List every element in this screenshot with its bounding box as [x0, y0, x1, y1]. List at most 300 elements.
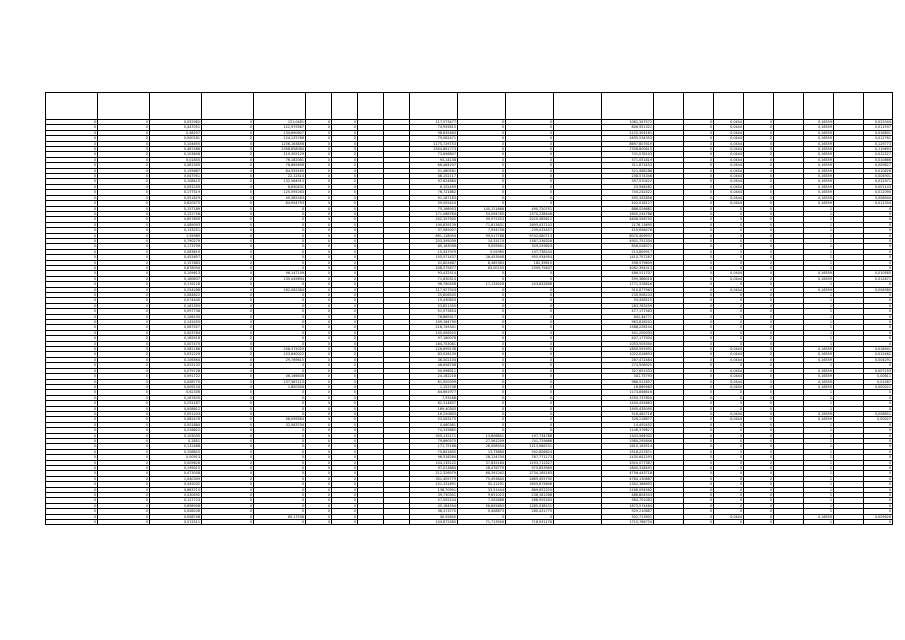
table-cell[interactable]: 0	[306, 157, 332, 162]
table-cell[interactable]: 0	[744, 282, 774, 287]
table-cell[interactable]: 0	[332, 428, 358, 433]
table-cell[interactable]: 0	[684, 514, 714, 519]
table-cell[interactable]: 0	[46, 384, 98, 389]
table-cell[interactable]: 0	[506, 130, 554, 135]
table-cell[interactable]: 0	[98, 341, 150, 346]
table-cell[interactable]: 16,669563	[602, 384, 654, 389]
table-cell[interactable]: 0	[332, 374, 358, 379]
table-cell[interactable]: 0	[714, 503, 744, 508]
table-cell[interactable]: 0	[684, 152, 714, 157]
table-cell[interactable]: 0	[202, 157, 254, 162]
table-cell[interactable]: 1588,226104	[602, 325, 654, 330]
table-cell[interactable]: 0	[744, 168, 774, 173]
table-cell[interactable]: 0	[98, 228, 150, 233]
table-cell[interactable]: 0	[864, 222, 893, 227]
table-cell[interactable]: 0,878094	[150, 265, 202, 270]
table-cell[interactable]: 0	[458, 395, 506, 400]
table-cell[interactable]: 0	[684, 325, 714, 330]
table-cell[interactable]: 0	[202, 417, 254, 422]
table-cell[interactable]: 842,44771	[602, 314, 654, 319]
table-cell[interactable]: 986,511657	[602, 379, 654, 384]
table-cell[interactable]: 0,079728	[150, 368, 202, 373]
table-cell[interactable]: 0	[864, 363, 893, 368]
table-cell[interactable]: 190,839139	[410, 222, 458, 227]
table-cell[interactable]: 2398,858084	[254, 147, 306, 152]
table-cell[interactable]: 0	[684, 233, 714, 238]
table-cell[interactable]: 0	[332, 195, 358, 200]
column-header[interactable]	[202, 93, 254, 120]
table-cell[interactable]: 0	[98, 514, 150, 519]
table-cell[interactable]: 0	[98, 265, 150, 270]
table-cell[interactable]: 0	[332, 211, 358, 216]
table-cell[interactable]: 1	[804, 487, 834, 492]
table-cell[interactable]: 0,00913	[150, 455, 202, 460]
table-cell[interactable]: 0	[684, 147, 714, 152]
table-cell[interactable]: 0	[744, 325, 774, 330]
table-cell[interactable]: 0	[744, 498, 774, 503]
table-cell[interactable]: 0	[202, 276, 254, 281]
table-cell[interactable]: 0,008206	[150, 509, 202, 514]
table-cell[interactable]: 6,102459	[410, 184, 458, 189]
table-cell[interactable]: 0	[306, 201, 332, 206]
table-cell[interactable]: 0	[306, 147, 332, 152]
table-cell[interactable]: 0,0444	[714, 174, 744, 179]
table-cell[interactable]: 0,010866	[864, 157, 893, 162]
table-cell[interactable]: 0	[714, 320, 744, 325]
table-cell[interactable]: 0	[714, 471, 744, 476]
column-header[interactable]	[834, 93, 864, 120]
table-cell[interactable]: 0	[202, 357, 254, 362]
table-cell[interactable]: 0	[46, 287, 98, 292]
table-cell[interactable]: 0	[332, 255, 358, 260]
table-cell[interactable]: 0,16559	[804, 174, 834, 179]
table-cell[interactable]: 0	[744, 260, 774, 265]
table-cell[interactable]: 121,0481	[254, 120, 306, 125]
table-cell[interactable]: 0	[684, 487, 714, 492]
table-cell[interactable]: 0	[744, 336, 774, 341]
table-cell[interactable]: 52,21291	[458, 482, 506, 487]
table-cell[interactable]: 0	[744, 141, 774, 146]
table-cell[interactable]: 0	[332, 368, 358, 373]
table-cell[interactable]: 0	[744, 422, 774, 427]
table-cell[interactable]: 0,008612	[150, 406, 202, 411]
table-cell[interactable]: 0	[864, 460, 893, 465]
table-cell[interactable]: 0	[306, 330, 332, 335]
table-cell[interactable]: 0	[506, 120, 554, 125]
table-cell[interactable]: 0	[202, 244, 254, 249]
table-cell[interactable]: 0	[98, 195, 150, 200]
table-cell[interactable]: 0	[254, 395, 306, 400]
table-cell[interactable]: 0	[254, 341, 306, 346]
table-cell[interactable]: 1	[804, 422, 834, 427]
table-cell[interactable]: 0,108825	[150, 449, 202, 454]
table-cell[interactable]: 0	[202, 438, 254, 443]
table-cell[interactable]: 97,160078	[410, 336, 458, 341]
table-cell[interactable]: 0	[714, 255, 744, 260]
table-cell[interactable]: 0,173799	[150, 244, 202, 249]
table-cell[interactable]: 0,012090	[864, 190, 893, 195]
table-cell[interactable]: 0	[306, 374, 332, 379]
table-cell[interactable]: 0	[254, 330, 306, 335]
table-cell[interactable]: 17,133026	[458, 282, 506, 287]
table-cell[interactable]: 0	[458, 179, 506, 184]
table-cell[interactable]: 0	[506, 390, 554, 395]
table-cell[interactable]: 0	[714, 476, 744, 481]
column-header[interactable]	[358, 93, 384, 120]
table-cell[interactable]: 0	[506, 395, 554, 400]
table-cell[interactable]: 0	[98, 190, 150, 195]
table-cell[interactable]: 0	[458, 417, 506, 422]
table-cell[interactable]: 0	[306, 195, 332, 200]
table-cell[interactable]: 0	[864, 509, 893, 514]
table-cell[interactable]: 0	[46, 347, 98, 352]
table-cell[interactable]: 2342,386655	[602, 482, 654, 487]
table-cell[interactable]: 1	[804, 395, 834, 400]
table-cell[interactable]: 0	[98, 282, 150, 287]
table-cell[interactable]: 96,780458	[410, 282, 458, 287]
table-cell[interactable]: 0	[98, 211, 150, 216]
table-cell[interactable]: 0	[98, 460, 150, 465]
table-cell[interactable]: 0	[506, 141, 554, 146]
table-cell[interactable]: 0	[684, 336, 714, 341]
table-cell[interactable]: 0	[744, 217, 774, 222]
table-cell[interactable]: 1053,505540	[602, 341, 654, 346]
table-cell[interactable]: 0,16559	[804, 130, 834, 135]
table-cell[interactable]: 0	[202, 141, 254, 146]
table-cell[interactable]: 0	[306, 493, 332, 498]
table-cell[interactable]: 0	[306, 411, 332, 416]
table-cell[interactable]: 0	[332, 401, 358, 406]
table-cell[interactable]: 0	[306, 498, 332, 503]
table-cell[interactable]: 0	[744, 287, 774, 292]
table-cell[interactable]: 0	[332, 179, 358, 184]
table-cell[interactable]: 0	[458, 390, 506, 395]
table-cell[interactable]: 0	[306, 487, 332, 492]
table-cell[interactable]: 0	[46, 314, 98, 319]
table-cell[interactable]: 0	[254, 309, 306, 314]
table-cell[interactable]: 0	[306, 466, 332, 471]
table-cell[interactable]: 0,097738	[150, 309, 202, 314]
table-cell[interactable]: 0	[684, 320, 714, 325]
table-cell[interactable]: 153,640022	[254, 352, 306, 357]
table-cell[interactable]: 0	[864, 325, 893, 330]
table-cell[interactable]: 0	[46, 422, 98, 427]
table-cell[interactable]: 0,009134	[150, 384, 202, 389]
table-cell[interactable]: 0	[684, 163, 714, 168]
table-cell[interactable]: 40,92800	[410, 514, 458, 519]
table-cell[interactable]: 0	[506, 406, 554, 411]
table-cell[interactable]: 0	[306, 233, 332, 238]
table-cell[interactable]: 0	[684, 493, 714, 498]
table-cell[interactable]: 0	[98, 406, 150, 411]
table-cell[interactable]: 0	[306, 228, 332, 233]
table-cell[interactable]: 0,084622	[150, 293, 202, 298]
table-cell[interactable]: 0	[332, 282, 358, 287]
table-cell[interactable]: 1434,435863	[602, 401, 654, 406]
table-cell[interactable]: 0	[684, 444, 714, 449]
table-cell[interactable]: 1146,376627	[602, 428, 654, 433]
table-cell[interactable]: 0	[684, 211, 714, 216]
table-cell[interactable]: 0	[864, 471, 893, 476]
table-cell[interactable]: 0	[46, 514, 98, 519]
table-cell[interactable]: 155,571437	[410, 255, 458, 260]
table-cell[interactable]: 53,063175	[410, 417, 458, 422]
table-cell[interactable]: 0,16559	[804, 374, 834, 379]
table-cell[interactable]: 0	[46, 211, 98, 216]
table-cell[interactable]: 0,0444	[714, 152, 744, 157]
table-cell[interactable]: 0	[46, 190, 98, 195]
table-cell[interactable]: 0,083619	[150, 249, 202, 254]
table-cell[interactable]: 571,051819	[602, 157, 654, 162]
table-cell[interactable]: 0	[46, 141, 98, 146]
column-header[interactable]	[332, 93, 358, 120]
table-cell[interactable]: 0	[98, 336, 150, 341]
table-cell[interactable]: 137,367113	[254, 379, 306, 384]
table-cell[interactable]: 341,75793	[602, 374, 654, 379]
table-cell[interactable]: 0	[46, 352, 98, 357]
table-cell[interactable]: 51,480581	[410, 168, 458, 173]
table-cell[interactable]: 91,187183	[410, 195, 458, 200]
table-cell[interactable]: 0	[254, 298, 306, 303]
table-cell[interactable]: 0	[254, 368, 306, 373]
table-cell[interactable]: 0	[864, 466, 893, 471]
table-cell[interactable]: 0	[684, 428, 714, 433]
table-cell[interactable]: 490,720751	[506, 206, 554, 211]
table-cell[interactable]: 0	[98, 498, 150, 503]
table-cell[interactable]: 0	[202, 287, 254, 292]
table-cell[interactable]: 0	[254, 438, 306, 443]
table-cell[interactable]: 0	[202, 368, 254, 373]
table-cell[interactable]: 0	[506, 384, 554, 389]
table-cell[interactable]: 0	[684, 520, 714, 525]
table-cell[interactable]: 0,00527	[864, 417, 893, 422]
table-cell[interactable]: 0	[46, 249, 98, 254]
table-cell[interactable]: 0	[684, 201, 714, 206]
table-cell[interactable]: 75,493840	[458, 476, 506, 481]
table-cell[interactable]: 236,161266	[506, 493, 554, 498]
table-cell[interactable]: 0	[202, 147, 254, 152]
table-cell[interactable]: 0	[684, 509, 714, 514]
table-cell[interactable]: 0	[306, 265, 332, 270]
table-cell[interactable]: 32,583704	[254, 422, 306, 427]
table-cell[interactable]: 7,302688	[458, 498, 506, 503]
table-cell[interactable]: 0	[98, 163, 150, 168]
table-cell[interactable]: 0	[306, 460, 332, 465]
table-cell[interactable]: 0	[202, 206, 254, 211]
table-cell[interactable]: 0	[684, 276, 714, 281]
table-cell[interactable]: 0	[458, 314, 506, 319]
table-cell[interactable]: 0,0444	[714, 141, 744, 146]
column-header[interactable]	[774, 93, 804, 120]
table-cell[interactable]: 0	[46, 260, 98, 265]
table-cell[interactable]: 597,570422	[602, 179, 654, 184]
table-cell[interactable]: 0	[744, 438, 774, 443]
table-cell[interactable]: 301,405779	[410, 476, 458, 481]
table-cell[interactable]: 0	[46, 120, 98, 125]
table-cell[interactable]: 0	[714, 244, 744, 249]
table-cell[interactable]: 0	[684, 157, 714, 162]
table-cell[interactable]: 0,022044	[864, 120, 893, 125]
table-cell[interactable]: 0	[254, 390, 306, 395]
table-cell[interactable]: 0	[98, 363, 150, 368]
table-cell[interactable]: 0,012871	[864, 276, 893, 281]
table-cell[interactable]: 0	[684, 282, 714, 287]
table-cell[interactable]: 0	[98, 152, 150, 157]
table-cell[interactable]: 0	[744, 406, 774, 411]
table-cell[interactable]: 0	[202, 487, 254, 492]
table-cell[interactable]: 0	[46, 487, 98, 492]
table-cell[interactable]: 0	[98, 303, 150, 308]
table-cell[interactable]: 15,347979	[410, 249, 458, 254]
table-cell[interactable]: 0	[306, 482, 332, 487]
table-cell[interactable]: 1	[804, 341, 834, 346]
table-cell[interactable]: 63,00155	[458, 265, 506, 270]
table-cell[interactable]: 0	[744, 125, 774, 130]
table-cell[interactable]: 0	[864, 487, 893, 492]
table-cell[interactable]: 0	[306, 455, 332, 460]
table-cell[interactable]: 0	[306, 260, 332, 265]
table-cell[interactable]: 0	[684, 368, 714, 373]
table-cell[interactable]: 0	[332, 303, 358, 308]
table-cell[interactable]: 0	[46, 163, 98, 168]
table-cell[interactable]: 0,104655	[150, 141, 202, 146]
table-cell[interactable]: 0	[864, 422, 893, 427]
table-cell[interactable]: 8697,807619	[602, 141, 654, 146]
table-cell[interactable]: 13,73684	[458, 449, 506, 454]
table-cell[interactable]: 3304,861773	[410, 147, 458, 152]
table-cell[interactable]: 0	[864, 293, 893, 298]
table-cell[interactable]: 57,505104	[410, 498, 458, 503]
table-cell[interactable]: 0	[684, 471, 714, 476]
table-cell[interactable]: 124,125768	[254, 136, 306, 141]
table-cell[interactable]: 0	[744, 368, 774, 373]
table-cell[interactable]: 7,954756	[458, 228, 506, 233]
table-cell[interactable]: 0	[202, 255, 254, 260]
table-cell[interactable]: 2029,385612	[506, 217, 554, 222]
table-cell[interactable]: 0,481305	[150, 163, 202, 168]
table-cell[interactable]: 0	[506, 428, 554, 433]
table-cell[interactable]: 0,0444	[714, 125, 744, 130]
table-cell[interactable]: 117,927543	[410, 287, 458, 292]
table-cell[interactable]: 1	[804, 336, 834, 341]
table-cell[interactable]: 0	[46, 417, 98, 422]
table-cell[interactable]: 0	[744, 352, 774, 357]
table-cell[interactable]: 0	[684, 433, 714, 438]
table-cell[interactable]: 0,62336	[150, 390, 202, 395]
table-cell[interactable]: 100,872585	[410, 520, 458, 525]
table-cell[interactable]: 109,184795	[410, 320, 458, 325]
table-cell[interactable]: 0,16559	[804, 357, 834, 362]
table-cell[interactable]: 0	[202, 168, 254, 173]
table-cell[interactable]: 0	[458, 357, 506, 362]
table-cell[interactable]: 0,500181	[150, 136, 202, 141]
table-cell[interactable]: 7,93168	[410, 395, 458, 400]
table-cell[interactable]: 96,528284	[410, 455, 458, 460]
table-cell[interactable]: 0	[254, 336, 306, 341]
table-cell[interactable]: 0	[458, 401, 506, 406]
table-cell[interactable]: 5,02965	[458, 249, 506, 254]
table-cell[interactable]: 0	[46, 336, 98, 341]
table-cell[interactable]: 0	[458, 174, 506, 179]
table-cell[interactable]: 0	[684, 228, 714, 233]
table-cell[interactable]: 0,0444	[714, 287, 744, 292]
table-cell[interactable]: 0	[306, 433, 332, 438]
table-cell[interactable]: 0,199015	[150, 466, 202, 471]
table-cell[interactable]: 0	[46, 471, 98, 476]
table-cell[interactable]: 93,14138	[410, 157, 458, 162]
table-cell[interactable]: 51,973854	[410, 309, 458, 314]
table-cell[interactable]: 84,661977	[410, 390, 458, 395]
table-cell[interactable]: 0	[46, 228, 98, 233]
table-cell[interactable]: 0	[202, 293, 254, 298]
table-cell[interactable]: 0,011304	[864, 201, 893, 206]
table-cell[interactable]: 0	[202, 238, 254, 243]
table-cell[interactable]: 0	[306, 314, 332, 319]
table-cell[interactable]: 75,166953	[410, 206, 458, 211]
table-cell[interactable]: 0	[46, 282, 98, 287]
table-cell[interactable]: 0	[254, 249, 306, 254]
table-cell[interactable]: 0	[46, 390, 98, 395]
table-cell[interactable]: 0,16559	[804, 190, 834, 195]
table-cell[interactable]: 0,460361	[410, 422, 458, 427]
table-cell[interactable]: 0	[714, 493, 744, 498]
table-cell[interactable]: 0	[202, 249, 254, 254]
table-cell[interactable]: 0	[506, 136, 554, 141]
table-cell[interactable]: 53,821350	[410, 303, 458, 308]
table-cell[interactable]: 0	[46, 401, 98, 406]
table-cell[interactable]: 0	[332, 325, 358, 330]
table-cell[interactable]: 0	[458, 411, 506, 416]
table-cell[interactable]: 0	[864, 444, 893, 449]
table-cell[interactable]: 0	[46, 406, 98, 411]
table-cell[interactable]: 1849,555991	[602, 347, 654, 352]
table-cell[interactable]: 0,010826	[864, 168, 893, 173]
table-cell[interactable]: 0	[744, 271, 774, 276]
table-cell[interactable]: 0	[98, 260, 150, 265]
table-cell[interactable]: 0	[306, 174, 332, 179]
table-cell[interactable]: 0,0444	[714, 352, 744, 357]
table-cell[interactable]: 230,908103	[602, 293, 654, 298]
table-cell[interactable]: 1875,574464	[602, 503, 654, 508]
table-cell[interactable]: 0	[684, 141, 714, 146]
column-header[interactable]	[864, 93, 893, 120]
table-cell[interactable]: 0	[202, 222, 254, 227]
table-cell[interactable]: 0	[306, 282, 332, 287]
table-cell[interactable]: 0	[202, 125, 254, 130]
table-cell[interactable]: 0,00611	[864, 374, 893, 379]
table-cell[interactable]: 0	[98, 411, 150, 416]
table-cell[interactable]: 59,555424	[410, 201, 458, 206]
table-cell[interactable]: 1,040349	[150, 476, 202, 481]
table-cell[interactable]: 0	[98, 368, 150, 373]
table-cell[interactable]: 98,635463	[410, 130, 458, 135]
table-cell[interactable]: 0	[202, 303, 254, 308]
table-cell[interactable]: 0	[98, 293, 150, 298]
table-cell[interactable]: 0	[98, 417, 150, 422]
table-cell[interactable]: 2920,077367	[602, 460, 654, 465]
table-cell[interactable]: 1256,163856	[254, 141, 306, 146]
table-cell[interactable]: 0	[202, 374, 254, 379]
table-cell[interactable]: 0	[46, 217, 98, 222]
table-cell[interactable]: 0,000521	[864, 384, 893, 389]
table-cell[interactable]: 0,119693	[864, 147, 893, 152]
table-cell[interactable]: 0	[332, 509, 358, 514]
table-cell[interactable]: 963,818201	[602, 320, 654, 325]
table-cell[interactable]: 0,403784	[150, 330, 202, 335]
table-cell[interactable]: 0	[306, 238, 332, 243]
column-header[interactable]	[306, 93, 332, 120]
table-cell[interactable]: 0	[254, 217, 306, 222]
